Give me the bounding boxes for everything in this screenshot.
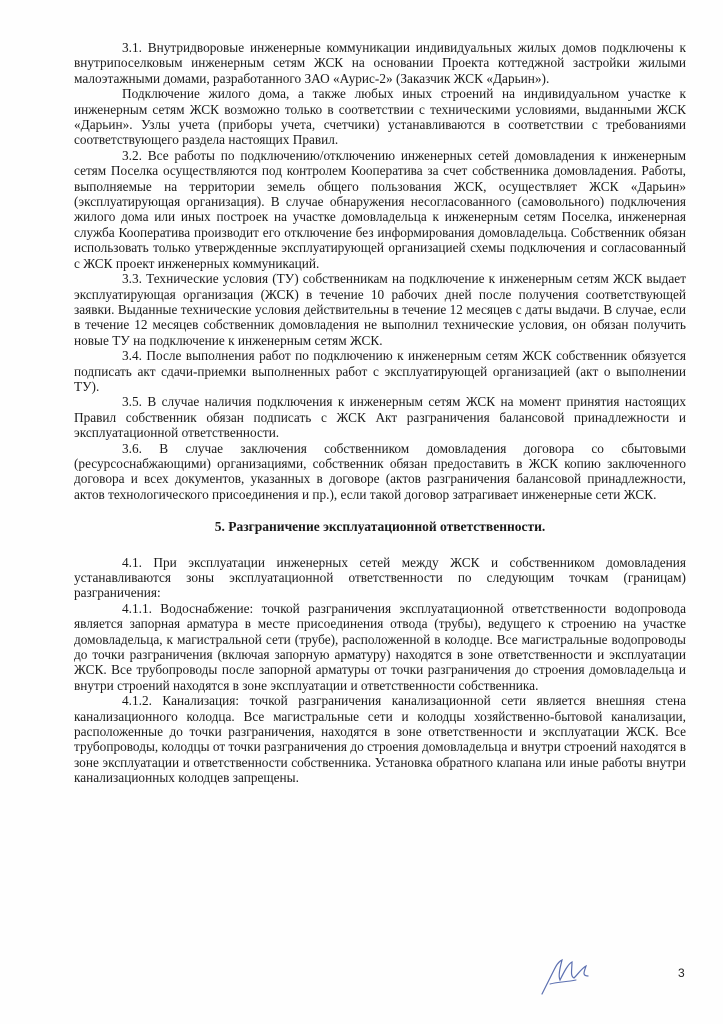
paragraph-4-1-2: 4.1.2. Канализация: точкой разграничения канализационной сети является внешняя стена канализационного колодца. Все магистральные сети и колодцы хозяйственно-бытовой канализации, расположенные до точки разграничения, находятся в зоне ответственности и эксплуатации ЖСК. Все трубопроводы, колодцы от точки разграничения до строения домовладельца и внутри строений находятся в зоне эксплуатации и ответственности собственника. Установка обратного клапана или иные работы внутри канализационных колодцев запрещены. <box>74 693 686 786</box>
paragraph-3-1: 3.1. Внутридворовые инженерные коммуникации индивидуальных жилых домов подключены к внутрипоселковым инженерным сетям ЖСК на основании Проекта коттеджной застройки жилыми малоэтажными домами, разработанного ЗАО «Аурис-2» (Заказчик ЖСК «Дарьин»). <box>74 40 686 86</box>
paragraph-3-5: 3.5. В случае наличия подключения к инженерным сетям ЖСК на момент принятия настоящих Правил собственник обязан подписать с ЖСК Акт разграничения балансовой принадлежности и эксплуатационной ответственности. <box>74 394 686 441</box>
paragraph-4-1: 4.1. При эксплуатации инженерных сетей между ЖСК и собственником домовладения устанавливаются зоны эксплуатационной ответственности по следующим точкам (границам) разграничения: <box>74 554 686 601</box>
paragraph-3-3: 3.3. Технические условия (ТУ) собственникам на подключение к инженерным сетям ЖСК выдает эксплуатирующая организация (ЖСК) в течение 10 рабочих дней после получения соответствующей заявки. Выданные технические условия действительны в течение 12 месяцев с даты выдачи. В случае, если в течение 12 месяцев собственник домовладения не выполнил технические условия, он обязан получить новые ТУ на подключение к инженерным сетям ЖСК. <box>74 271 686 348</box>
document-body <box>74 40 686 786</box>
section-heading: 5. Разграничение эксплуатационной ответственности. <box>214 519 546 535</box>
page-number: 3 <box>678 966 685 980</box>
paragraph-4-1-1: 4.1.1. Водоснабжение: точкой разграничения эксплуатационной ответственности водопровода является запорная арматура в месте присоединения отвода (трубы), ведущего к строению на участке домовладельца, к магистральной сети (трубе), расположенной в колодце. Все магистральные водопроводы до точки разграничения (включая запорную арматуру) находятся в зоне ответственности и эксплуатации ЖСК. Все трубопроводы после запорной арматуры от точки разграничения до строения домовладельца и внутри строений находятся в зоне эксплуатации и ответственности собственника. <box>74 600 686 693</box>
signature-mark <box>536 948 596 1000</box>
paragraph-3-6: 3.6. В случае заключения собственником домовладения договора со сбытовыми (ресурсоснабжающими) организациями, собственник обязан предоставить в ЖСК копию заключенного договора и всех документов, указанных в договоре (актов разграничения балансовой принадлежности, актов технологического присоединения и пр.), если такой договор затрагивает инженерные сети ЖСК. <box>74 440 686 502</box>
paragraph-3-2: 3.2. Все работы по подключению/отключению инженерных сетей домовладения к инженерным сетям Поселка осуществляются под контролем Кооператива за счет собственника домовладения. Работы, выполняемые на территории земель общего пользования ЖСК, осуществляет ЖСК «Дарьин» (эксплуатирующая организация). В случае обнаружения несогласованного (самовольного) подключения жилого дома или иных построек на участке домовладельца к инженерным сетям Поселка, инженерная служба Кооператива производит его отключение без информирования домовладельца. Собственник обязан использовать только утвержденные эксплуатирующей организацией схемы подключения и согласованный с ЖСК проект инженерных коммуникаций. <box>74 147 686 271</box>
paragraph-3-4: 3.4. После выполнения работ по подключению к инженерным сетям ЖСК собственник обязуется подписать акт сдачи-приемки выполненных работ с эксплуатирующей организацией (акт о выполнении ТУ). <box>74 348 686 394</box>
paragraph-connection: Подключение жилого дома, а также любых иных строений на индивидуальном участке к инженерным сетям ЖСК возможно только в соответствии с техническими условиями, выданными ЖСК «Дарьин». Узлы учета (приборы учета, счетчики) устанавливаются в соответствии с требованиями соответствующего раздела настоящих Правил. <box>74 86 686 148</box>
